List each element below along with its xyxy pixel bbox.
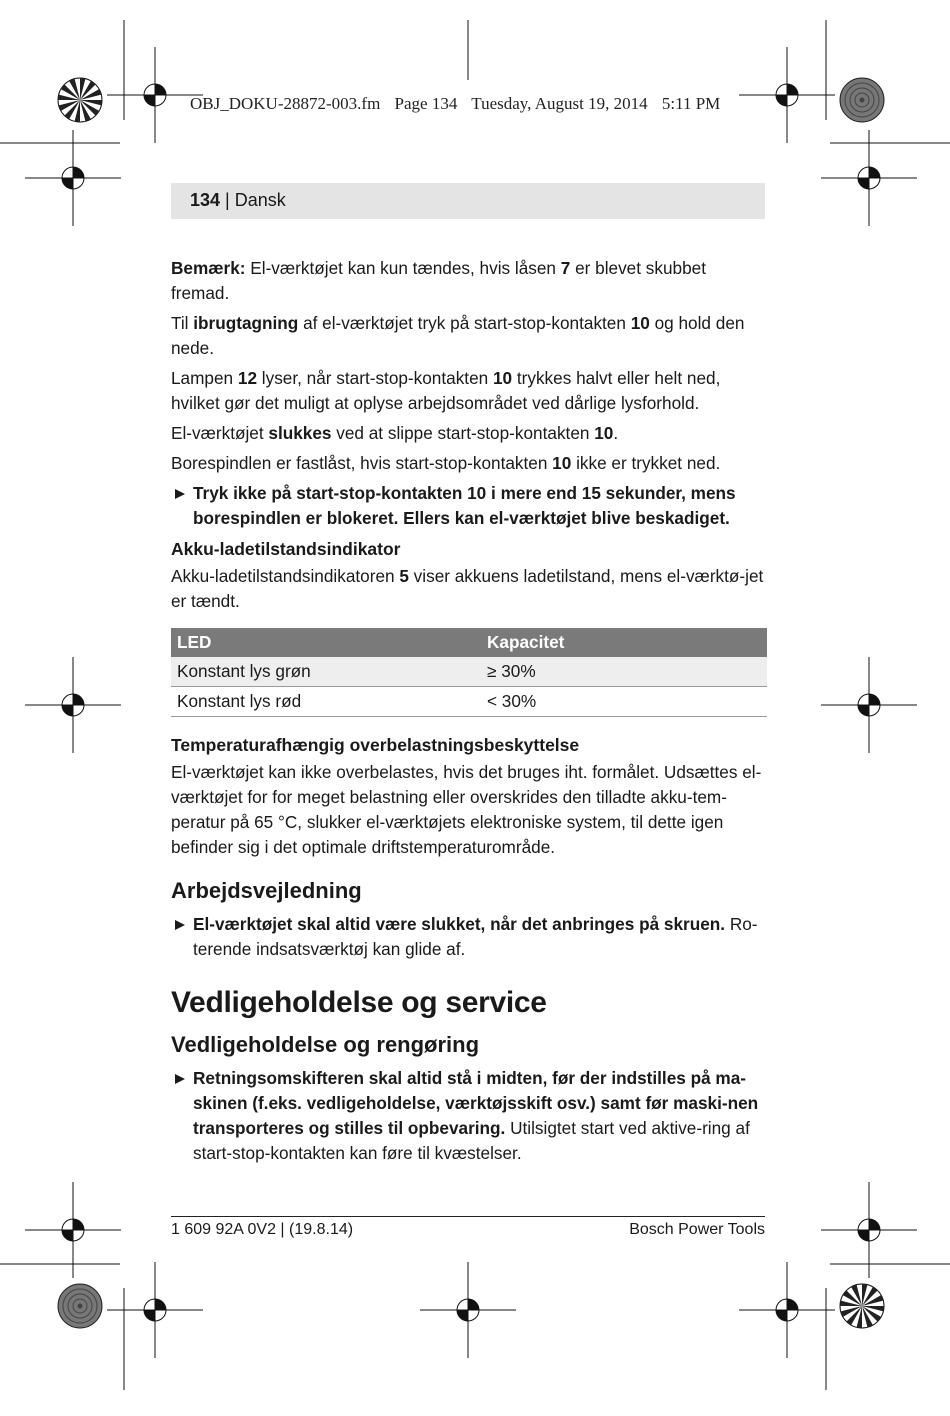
note-label: Bemærk: — [171, 258, 246, 278]
note-text: El-værktøjet kan kun tændes, hvis låsen — [245, 258, 561, 278]
maintenance-bullet-bold: Retningsomskifteren skal altid stå i midten, før der indstilles på ma-skinen (f.eks. vedligeholdelse, værktøjsskift osv.) samt før maski-nen transporteres og stilles til opbevaring. — [193, 1068, 759, 1138]
bullet-triangle-icon — [175, 1074, 185, 1084]
start-paragraph — [171, 311, 767, 361]
footer-doc-number: 1 609 92A 0V2 | (19.8.14) — [171, 1221, 354, 1238]
table-header-led: LED — [171, 628, 481, 657]
battery-heading: Akku-ladetilstandsindikator — [171, 539, 401, 559]
start-text: Til — [171, 313, 194, 333]
off-paragraph — [171, 421, 767, 446]
table-row — [171, 687, 767, 717]
bullet-triangle-icon — [175, 489, 185, 499]
table-cell: Konstant lys grøn — [171, 657, 481, 687]
lamp-paragraph — [171, 366, 767, 416]
off-text-2: ved at slippe start-stop-kontakten — [331, 423, 595, 443]
warning-text: Tryk ikke på start-stop-kontakten 10 i mere end 15 sekunder, mens borespindlen er blokeret. Ellers kan el-værktøjet blive beskadiget. — [193, 483, 736, 528]
bullet-triangle-icon — [175, 920, 185, 930]
lamp-switch-ref: 10 — [492, 368, 513, 388]
battery-text: Akku-ladetilstandsindikatoren — [171, 566, 400, 586]
lamp-ref: 12 — [237, 368, 258, 388]
lock-ref: 10 — [552, 453, 572, 473]
lamp-text: Lampen — [171, 368, 238, 388]
header-language: Dansk — [234, 190, 286, 210]
battery-text-end: viser akkuens ladetilstand, mens el-værktø-jet er tændt. — [171, 566, 764, 611]
table-cell: < 30% — [481, 687, 767, 717]
battery-paragraph — [171, 564, 767, 614]
slug-file: OBJ_DOKU-28872-003.fm — [190, 94, 381, 113]
lock-text-end: ikke er trykket ned. — [571, 453, 721, 473]
slug-time: 5:11 PM — [661, 94, 721, 113]
lamp-text-end: trykkes halvt eller helt ned, hvilket gør det muligt at oplyse arbejdsområdet ved dårlige lysforhold. — [171, 368, 721, 413]
lock-text: Borespindlen er fastlåst, hvis start-stop-kontakten — [171, 453, 553, 473]
start-bold: ibrugtagning — [193, 313, 299, 333]
off-text: El-værktøjet — [171, 423, 269, 443]
note-ref: 7 — [560, 258, 571, 278]
slug-page: Page 134 — [394, 94, 458, 113]
off-text-end: . — [613, 423, 619, 443]
maintenance-bullet-text: Utilsigtet start ved aktive-ring af start-stop-kontakten kan føre til kvæstelser. — [193, 1118, 750, 1163]
maintenance-heading: Vedligeholdelse og rengøring — [171, 1032, 480, 1057]
note-text-end: er blevet skubbet fremad. — [171, 258, 706, 303]
table-header-capacity: Kapacitet — [481, 628, 767, 657]
led-capacity-table — [171, 628, 767, 717]
table-cell: ≥ 30% — [481, 657, 767, 687]
note-paragraph — [171, 256, 767, 306]
start-ref: 10 — [630, 313, 650, 333]
page-number: 134 — [190, 190, 221, 210]
page-content — [171, 256, 767, 1172]
temperature-heading: Temperaturafhængig overbelastningsbeskyttelse — [171, 735, 580, 755]
start-text-2: af el-værktøjet tryk på start-stop-kontakten — [298, 313, 631, 333]
battery-ref: 5 — [399, 566, 409, 586]
start-text-end: og hold den nede. — [171, 313, 745, 358]
slug-date: Tuesday, August 19, 2014 — [471, 94, 648, 113]
page-header — [171, 183, 765, 219]
maintenance-chapter-title: Vedligeholdelse og service — [171, 986, 547, 1019]
off-ref: 10 — [594, 423, 614, 443]
table-cell: Konstant lys rød — [171, 687, 481, 717]
work-bullet-bold: El-værktøjet skal altid være slukket, når det anbringes på skruen. — [193, 914, 726, 934]
warning-bullet — [171, 481, 767, 531]
temperature-paragraph: El-værktøjet kan ikke overbelastes, hvis det bruges iht. formålet. Udsættes el-værktøjet for for meget belastning eller overskrides den tilladte akku-tem-peratur på 65 °C, slukker el-værktøjets elektroniske system, til dette igen befinder sig i det optimale driftstemperaturområde. — [171, 762, 762, 857]
table-header-row — [171, 628, 767, 657]
footer-brand: Bosch Power Tools — [629, 1221, 765, 1238]
lock-paragraph — [171, 451, 767, 476]
off-bold: slukkes — [268, 423, 332, 443]
work-bullet-text: Ro-terende indsatsværktøj kan glide af. — [193, 914, 758, 959]
maintenance-bullet — [171, 1066, 767, 1166]
print-slug — [190, 94, 790, 114]
footer-rule — [171, 1216, 765, 1217]
lamp-text-2: lyser, når start-stop-kontakten — [257, 368, 493, 388]
table-row — [171, 657, 767, 687]
header-separator: | — [220, 190, 235, 210]
work-bullet — [171, 912, 767, 962]
work-heading: Arbejdsvejledning — [171, 878, 362, 903]
